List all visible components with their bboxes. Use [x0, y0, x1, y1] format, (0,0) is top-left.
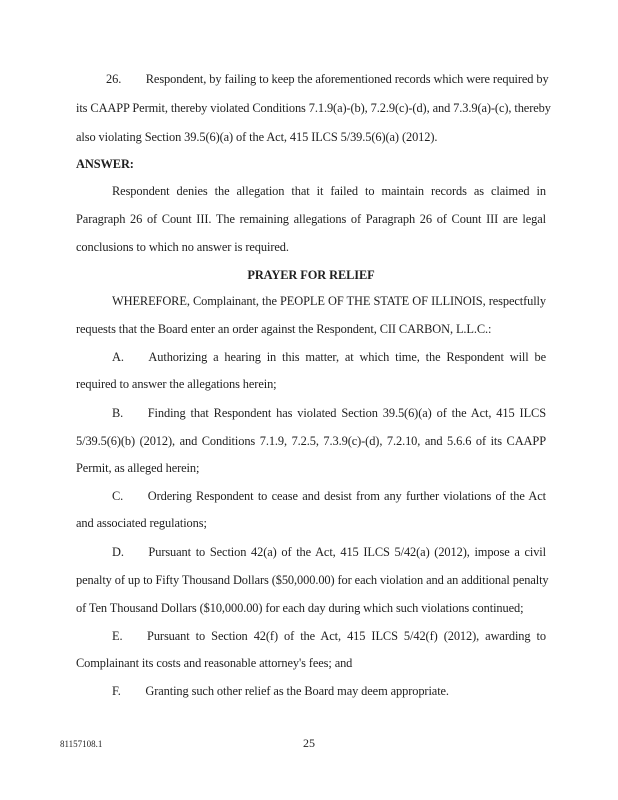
prayer-intro-line-2: requests that the Board enter an order against the Respondent, CII CARBON, L.L.C.:	[76, 322, 492, 336]
prayer-a-line-2: required to answer the allegations herein;	[76, 377, 277, 391]
prayer-c-line-2: and associated regulations;	[76, 516, 207, 530]
prayer-d-line-2: penalty of up to Fifty Thousand Dollars ($50,000.00) for each violation and an additional penalty	[76, 573, 549, 587]
answer-line-3: conclusions to which no answer is required.	[76, 240, 289, 254]
prayer-intro-line-1: WHEREFORE, Complainant, the PEOPLE OF THE STATE OF ILLINOIS, respectfully	[112, 294, 546, 308]
prayer-heading: PRAYER FOR RELIEF	[247, 268, 375, 282]
prayer-b-line-1: B. Finding that Respondent has violated Section 39.5(6)(a) of the Act, 415 ILCS	[112, 406, 546, 420]
prayer-f-line-1: F. Granting such other relief as the Board may deem appropriate.	[112, 684, 449, 698]
document-id: 81157108.1	[60, 739, 103, 749]
prayer-e-line-1: E. Pursuant to Section 42(f) of the Act, 415 ILCS 5/42(f) (2012), awarding to	[112, 629, 546, 643]
answer-heading: ANSWER:	[76, 157, 134, 171]
prayer-b-line-3: Permit, as alleged herein;	[76, 461, 200, 475]
answer-line-2: Paragraph 26 of Count III. The remaining allegations of Paragraph 26 of Count III are legal	[76, 212, 546, 226]
prayer-b-line-2: 5/39.5(6)(b) (2012), and Conditions 7.1.9, 7.2.5, 7.3.9(c)-(d), 7.2.10, and 5.6.6 of its CAAPP	[76, 434, 546, 448]
prayer-d-line-1: D. Pursuant to Section 42(a) of the Act, 415 ILCS 5/42(a) (2012), impose a civil	[112, 545, 546, 559]
para26-line-2: its CAAPP Permit, thereby violated Conditions 7.1.9(a)-(b), 7.2.9(c)-(d), and 7.3.9(a)-(c), thereby	[76, 101, 551, 115]
para26-line-1: 26. Respondent, by failing to keep the aforementioned records which were required by	[106, 72, 549, 86]
prayer-a-line-1: A. Authorizing a hearing in this matter, at which time, the Respondent will be	[112, 350, 546, 364]
prayer-e-line-2: Complainant its costs and reasonable attorney's fees; and	[76, 656, 353, 670]
page-number: 25	[303, 736, 315, 750]
prayer-c-line-1: C. Ordering Respondent to cease and desist from any further violations of the Act	[112, 489, 546, 503]
answer-line-1: Respondent denies the allegation that it failed to maintain records as claimed in	[112, 184, 546, 198]
para26-line-3: also violating Section 39.5(6)(a) of the Act, 415 ILCS 5/39.5(6)(a) (2012).	[76, 130, 438, 144]
prayer-d-line-3: of Ten Thousand Dollars ($10,000.00) for each day during which such violations continued;	[76, 601, 524, 615]
